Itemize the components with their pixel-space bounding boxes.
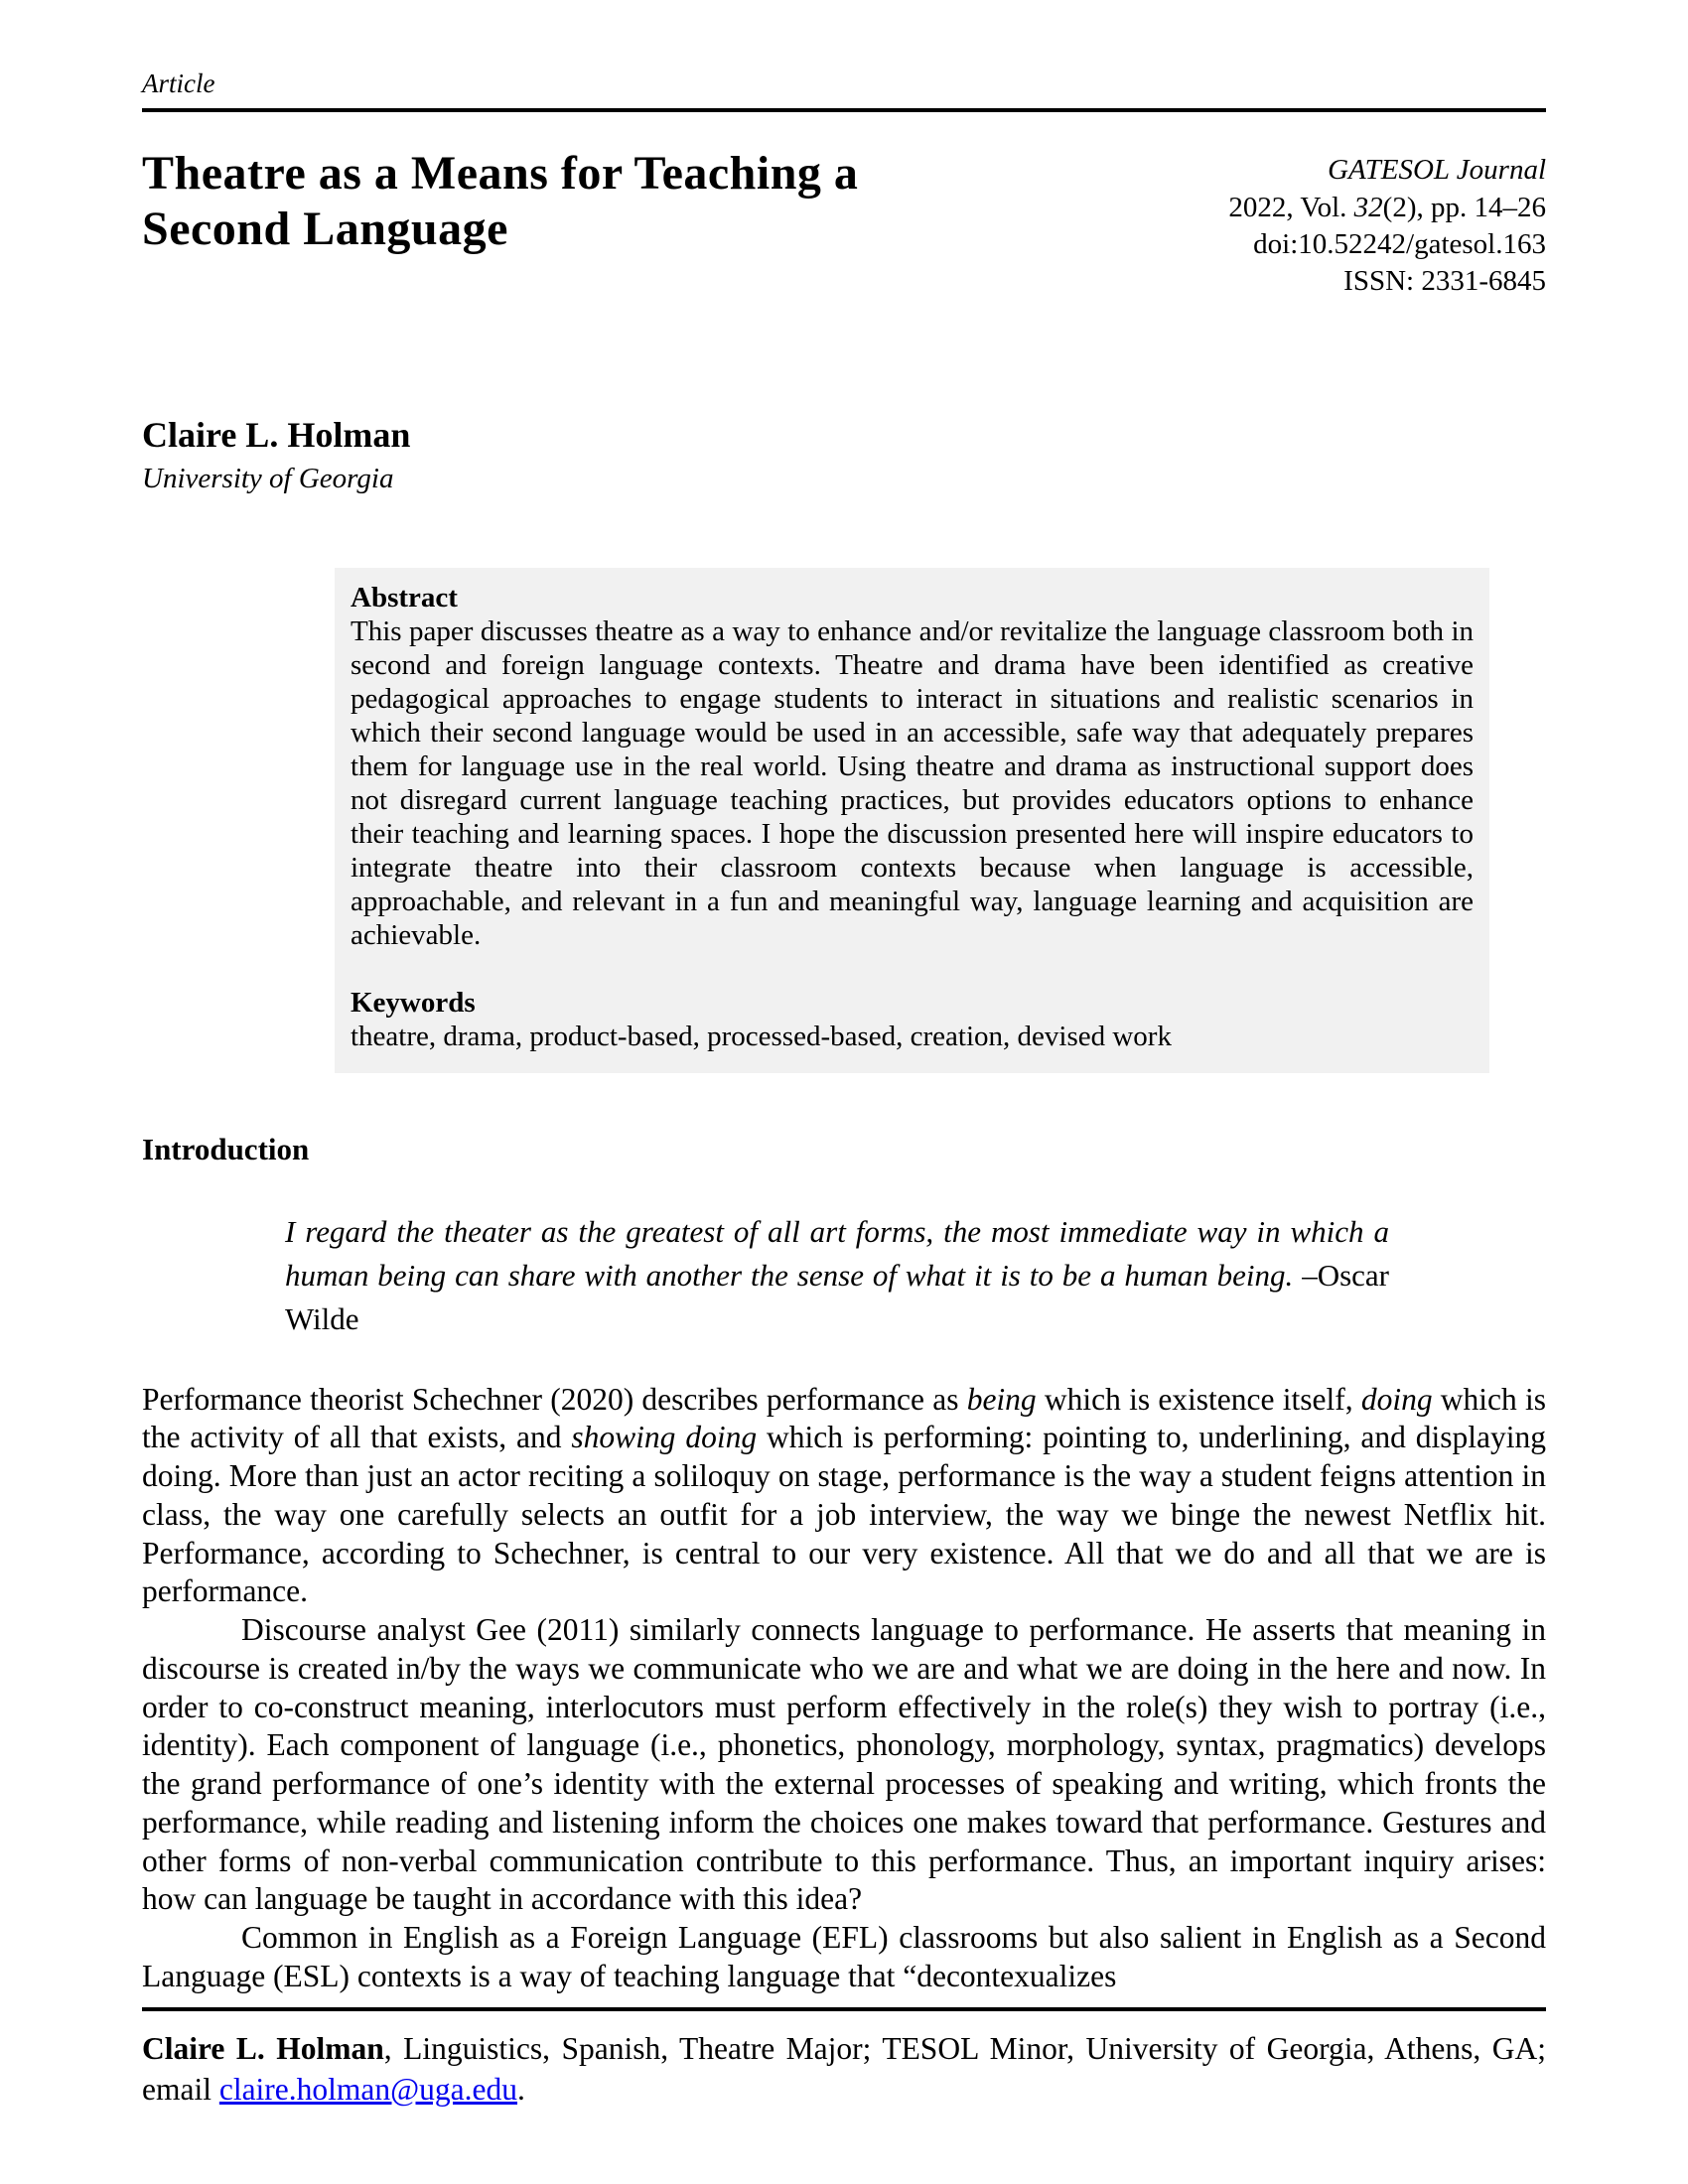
article-header	[142, 146, 1546, 299]
section-heading-introduction: Introduction	[142, 1132, 310, 1167]
paragraph-1-italic-doing: doing	[1360, 1381, 1433, 1417]
abstract-heading: Abstract	[351, 582, 458, 614]
journal-info	[1228, 146, 1546, 299]
author-name: Claire L. Holman	[142, 414, 411, 455]
paragraph-1-italic-showing-doing: showing doing	[571, 1420, 758, 1455]
epigraph-quote	[285, 1210, 1389, 1341]
article-title-line1: Theatre as a Means for Teaching a	[142, 147, 859, 201]
paragraph-2: Discourse analyst Gee (2011) similarly connects language to performance. He asserts that meaning in discourse is created in/by the ways we communicate who we are and what we are doing in the here and now. In order to co-construct meaning, interlocutors must perform effectively in the role(s) they wish to portray (i.e., identity). Each component of language (i.e., phonetics, phonology, morphology, syntax, pragmatics) develops the grand performance of one’s identity with the external processes of speaking and writing, which fronts the performance, while reading and listening inform the choices one makes toward that performance. Gestures and other forms of non-verbal communication contribute to this performance. Thus, an important inquiry arises: how can language be taught in accordance with this idea?	[142, 1612, 1546, 1917]
author-affiliation: University of Georgia	[142, 463, 394, 495]
citation-line	[1228, 190, 1546, 226]
quote-attribution: –Oscar Wilde	[285, 1257, 1389, 1336]
header-rule	[142, 108, 1546, 112]
article-title	[142, 146, 858, 299]
paragraph-1-italic-being: being	[966, 1381, 1037, 1417]
footnote-text: , Linguistics, Spanish, Theatre Major; TESOL Minor, University of Georgia, Athens, GA; email	[142, 2031, 1546, 2107]
paragraph-1-text: Performance theorist Schechner (2020) describes performance as	[142, 1381, 967, 1417]
citation-volume: 32	[1353, 191, 1383, 223]
footnote-area	[142, 2007, 1546, 2111]
article-title-line2: Second Language	[142, 202, 508, 255]
citation-prefix: 2022, Vol.	[1228, 191, 1354, 223]
abstract-box	[335, 568, 1489, 1073]
paragraph-1-text: which is the activity of all that exists, and	[142, 1381, 1547, 1455]
keywords-text: theatre, drama, product-based, processed-based, creation, devised work	[351, 1020, 1172, 1052]
author-note	[142, 2029, 1546, 2111]
paragraph-1-text: which is existence itself,	[1036, 1381, 1361, 1417]
abstract-text: This paper discusses theatre as a way to enhance and/or revitalize the language classroom both in second and foreign language contexts. Theatre and drama have been identified as creative pedagogical approaches to engage students to interact in situations and realistic scenarios in which their second language would be used in an accessible, safe way that adequately prepares them for language use in the real world. Using theatre and drama as instructional support does not disregard current language teaching practices, but provides educators options to enhance their teaching and learning spaces. I hope the discussion presented here will inspire educators to integrate theatre into their classroom contexts because when language is accessible, approachable, and relevant in a fun and meaningful way, language learning and acquisition are achievable.	[351, 615, 1474, 951]
footnote-period: .	[517, 2071, 525, 2107]
paragraph-1	[142, 1381, 1546, 1611]
issn-line: ISSN: 2331-6845	[1343, 264, 1546, 297]
footnote-author-name: Claire L. Holman	[142, 2031, 384, 2066]
paragraph-1-text: which is performing: pointing to, underlining, and displaying doing. More than just an actor reciting a soliloquy on stage, performance is the way a student feigns attention in class, the way one carefully selects an outfit for a job interview, the way we binge the newest Netflix hit. Performance, according to Schechner, is central to our very existence. All that we do and all that we are is performance.	[142, 1420, 1546, 1609]
keywords-heading: Keywords	[351, 986, 476, 1019]
journal-name: GATESOL Journal	[1328, 154, 1546, 187]
paragraph-3: Common in English as a Foreign Language (EFL) classrooms but also salient in English as a Second Language (ESL) contexts is a way of teaching language that “decontexualizes	[142, 1919, 1546, 1993]
citation-suffix: (2), pp. 14–26	[1382, 191, 1546, 223]
author-email-link[interactable]: claire.holman@uga.edu	[218, 2071, 517, 2107]
author-block	[142, 415, 1546, 497]
article-type-label: Article	[142, 68, 215, 98]
doi-line: doi:10.52242/gatesol.163	[1253, 227, 1546, 260]
footnote-rule	[142, 2007, 1546, 2011]
quote-text: I regard the theater as the greatest of all art forms, the most immediate way in which a human being can share with another the sense of what it is to be a human being.	[285, 1213, 1389, 1293]
